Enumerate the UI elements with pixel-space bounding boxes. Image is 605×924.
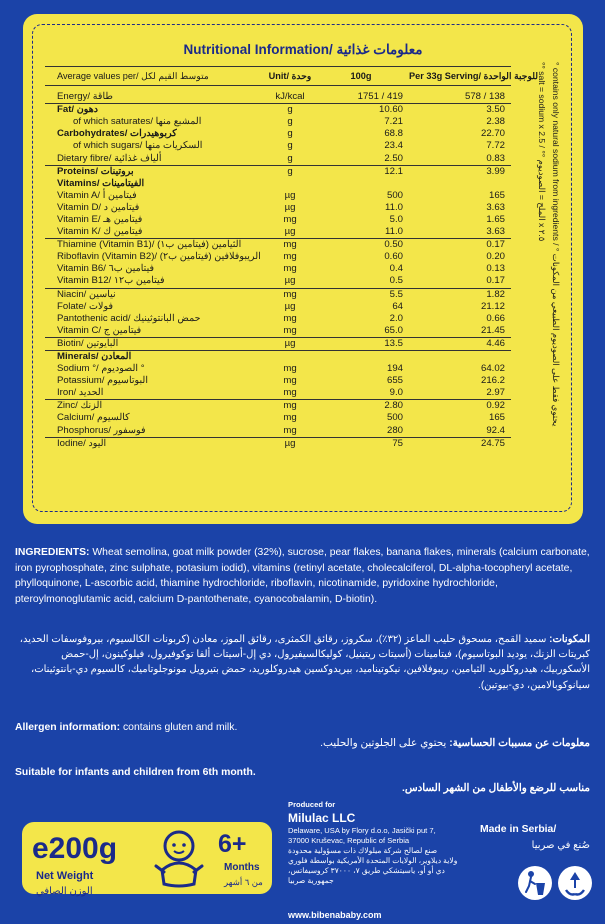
nutrient-per100: 68.8 [384, 128, 403, 140]
allergen-info-ar [15, 737, 590, 749]
nutrient-name: Vitamin E/ فيتامين هـ [57, 213, 143, 225]
nutrient-unit: mg [261, 325, 319, 338]
nutrient-name: Folate/ فولات [57, 300, 114, 312]
nutrient-unit: µg [261, 275, 319, 288]
nutrient-name: Thiamine (Vitamin B1)/ الثيامين (فيتامين ب١) [57, 239, 242, 251]
nutrient-name: Energy/ طاقة [45, 91, 261, 104]
nutrient-name: Carbohydrates/ كربوهيدرات [57, 128, 177, 140]
nutrient-unit: µg [261, 226, 319, 239]
nutrient-per100: 2.0 [389, 312, 403, 324]
nutrition-row [45, 178, 511, 190]
nutrition-row [45, 437, 511, 450]
nutrient-per100: 5.5 [389, 288, 403, 300]
nutrient-per-serving: 0.13 [486, 263, 505, 275]
nutrient-name: Vitamin B6/ فيتامين ب٦ [57, 263, 155, 275]
nutrient-unit: mg [283, 412, 297, 424]
nutrient-per100: 64 [392, 300, 403, 312]
nutrition-row [45, 214, 511, 226]
suitable-text-ar: مناسب للرضع والأطفال من الشهر السادس. [402, 783, 590, 794]
nutrient-per100: 9.0 [319, 387, 409, 400]
nutrient-unit: g [287, 128, 293, 140]
nutrient-per100: 13.5 [319, 337, 409, 350]
allergen-label: Allergen information: [15, 722, 121, 733]
nutrient-name: Iron/ الحديد [45, 387, 261, 400]
website-link[interactable]: www.bibenababy.com [288, 910, 382, 920]
nutrient-per100: 12.1 [384, 165, 403, 177]
nutrition-row [45, 239, 511, 252]
nutrient-unit: mg [261, 425, 319, 438]
nutrient-name: Vitamins/ الفيتامينات [57, 177, 145, 189]
nutrient-name: Potassium/ البوتاسيوم [57, 375, 148, 387]
nutrition-header-row [45, 67, 511, 86]
nutrition-row [45, 301, 511, 313]
nutrition-row [45, 226, 511, 239]
nutrient-per-serving: 0.17 [409, 275, 511, 288]
tidyman-icon [518, 866, 552, 900]
nutrition-title: Nutritional Information/ معلومات غذائية [183, 42, 423, 57]
nutrient-per-serving: 216.2 [480, 375, 505, 387]
nutrient-name: Pantothenic acid/ حمض البانتوثينيك [57, 312, 201, 324]
nutrient-per100: 2.80 [384, 400, 403, 412]
producer-address-1: Delaware, USA by Flory d.o.o, Jasički put 7, [288, 826, 436, 835]
nutrient-per100: 11.0 [385, 201, 403, 213]
nutrient-per100: 0.50 [384, 239, 403, 251]
nutrient-per100: 280 [319, 425, 409, 438]
nutrient-per-serving: 1.65 [486, 213, 505, 225]
nutrient-per-serving: 22.70 [480, 128, 505, 140]
nutrient-name: Vitamin K/ فيتامين ك [45, 226, 261, 239]
nutrient-unit: mg [283, 400, 297, 412]
nutrient-per100: 10.60 [378, 104, 403, 116]
nutrient-unit: mg [283, 288, 297, 300]
nutrition-row [45, 275, 511, 288]
nutrition-table [45, 66, 539, 450]
producer-label: Produced for [288, 800, 336, 809]
nutrient-per-serving: 7.72 [486, 140, 505, 152]
nutrient-name: Calcium/ كالسيوم [57, 412, 130, 424]
made-in-label-ar: صُنع في صربيا [531, 840, 590, 851]
producer-address-ar-3: دي أو أو، ياسيتشكي طريق ٧، ٣٧٠٠٠ كروسيفاتس، [288, 866, 445, 875]
nutrient-per100 [319, 350, 409, 363]
nutrient-per-serving: 0.20 [486, 251, 505, 263]
nutrition-panel [23, 14, 583, 524]
header-label: Average values per/ متوسط القيم لكل [45, 67, 261, 86]
nutrient-name: Riboflavin (Vitamin B2)/ الريبوفلافين (فيتامين ب٢) [57, 251, 261, 263]
nutrient-unit: µg [284, 437, 296, 449]
nutrient-per-serving: 2.38 [486, 116, 505, 128]
nutrient-per-serving: 0.83 [409, 152, 511, 165]
nutrient-unit: g [287, 140, 293, 152]
nutrition-row [45, 375, 511, 387]
nutrient-per-serving: 3.99 [486, 165, 505, 177]
nutrient-unit: g [261, 152, 319, 165]
nutrient-name: Niacin/ نياسين [57, 288, 116, 300]
nutrition-row [45, 263, 511, 275]
nutrient-unit: µg [284, 300, 296, 312]
nutrient-name: Sodium °/ الصوديوم ° [57, 363, 145, 375]
nutrition-row [45, 91, 511, 104]
header-per100: 100g [319, 67, 409, 86]
nutrient-unit [261, 178, 319, 190]
nutrition-row [45, 116, 511, 128]
nutrient-per-serving: 165 [488, 412, 505, 424]
age-label: Months [224, 862, 260, 873]
nutrition-row [45, 104, 511, 117]
nutrition-row [45, 251, 511, 263]
nutrient-name: Vitamin C/ فيتامين ج [45, 325, 261, 338]
nutrient-per-serving: 3.50 [486, 104, 505, 116]
nutrient-name: Vitamin B12/ فيتامين ب١٢ [45, 275, 261, 288]
nutrition-row [45, 350, 511, 363]
nutrient-name: Vitamin D/ فيتامين د [57, 201, 140, 213]
nutrient-name: of which saturates/ المشبع منها [73, 116, 202, 128]
nutrient-per-serving: 92.4 [409, 425, 511, 438]
age-value: 6+ [218, 830, 247, 858]
baby-icon [148, 826, 210, 890]
nutrient-per100: 0.60 [384, 251, 403, 263]
nutrient-name: of which sugars/ السكريات منها [73, 140, 203, 152]
nutrient-unit: µg [284, 189, 296, 201]
nutrition-row [45, 325, 511, 338]
nutrient-name: Vitamin A/ فيتامين أ [57, 189, 137, 201]
nutrient-per100: 23.4 [384, 140, 403, 152]
producer-info [288, 800, 478, 886]
nutrient-unit: µg [284, 201, 296, 213]
ingredients-label: INGREDIENTS: [15, 547, 90, 558]
nutrient-name: Proteins/ بروتينات [57, 165, 134, 177]
nutrition-row [45, 190, 511, 202]
producer-address-ar-2: ولاية ديلاوير، الولايات المتحدة الأمريكية بواسطة فلوري [288, 856, 458, 865]
side-notes [533, 62, 563, 512]
producer-address-ar-4: جمهورية صربيا [288, 876, 334, 885]
nutrient-name: Dietary fibre/ ألياف غذائية [45, 152, 261, 165]
nutrient-per100: 2.50 [319, 152, 409, 165]
nutrient-per-serving: 0.92 [486, 400, 505, 412]
nutrient-per-serving: 24.75 [480, 437, 505, 449]
nutrient-unit: mg [283, 251, 297, 263]
nutrient-per-serving: 21.12 [480, 300, 505, 312]
age-label-ar: من ٦ أشهر [224, 877, 263, 887]
nutrient-per100: 194 [386, 363, 403, 375]
nutrient-name: Minerals/ المعادن [57, 351, 132, 363]
nutrient-unit: g [287, 165, 293, 177]
nutrient-per100: 75 [392, 437, 403, 449]
nutrient-per100: 500 [386, 189, 403, 201]
nutrient-unit: µg [261, 337, 319, 350]
nutrient-per-serving: 64.02 [480, 363, 505, 375]
weight-age-box [22, 822, 272, 897]
ingredients-body: Wheat semolina, goat milk powder (32%), sucrose, pear flakes, banana flakes, minerals (calcium carbonate, iron pyrophosphate, zinc sulphate, potasium iodid), vitamins (retinyl acetate, cholecalciferol, DL-alpha-tocopheryl acetate, phylloquinone, L-ascorbic acid, thiamine hydrochloride, riboflavin, nicotinamide, pyridoxine hydrochloride, pteroylmonoglutamic acid, calcium D-pantothenate, cyanocobalamin, D-biotin). [15, 547, 590, 605]
nutrient-name: Zinc/ الزنك [57, 400, 103, 412]
nutrient-unit: mg [261, 387, 319, 400]
header-per-serving: Per 33g Serving/ للوجبة الواحدة [409, 67, 511, 86]
nutrient-per-serving [409, 178, 511, 190]
nutrient-per100: 0.4 [389, 263, 403, 275]
nutrient-unit: mg [283, 312, 297, 324]
nutrient-per100: 655 [386, 375, 403, 387]
nutrition-row [45, 140, 511, 152]
nutrient-name: Biotin/ البايوتين [45, 337, 261, 350]
nutrient-per100: 500 [386, 412, 403, 424]
nutrient-per-serving: 3.63 [409, 226, 511, 239]
allergen-label-ar: معلومات عن مسببات الحساسية: [449, 738, 590, 749]
net-weight-label-ar: الوزن الصافي [36, 886, 93, 897]
nutrient-name: Phosphorus/ فوسفور [45, 425, 261, 438]
side-note-salt: °° salt = sodium x 2.5 / °° الملح = الصوديوم x ٢.٥ [537, 62, 547, 242]
nutrient-unit: mg [283, 375, 297, 387]
nutrient-per-serving: 0.66 [486, 312, 505, 324]
nutrient-per100: 1751 / 419 [319, 91, 409, 104]
producer-address-ar-1: صنع لصالح شركة ميلولاك ذات مسؤولية محدودة [288, 846, 438, 855]
nutrient-unit: mg [283, 363, 297, 375]
nutrition-row [45, 165, 511, 178]
producer-address-2: 37000 Kruševac, Republic of Serbia [288, 836, 410, 845]
nutrient-per-serving: 21.45 [409, 325, 511, 338]
suitable-text: Suitable for infants and children from 6th month. [15, 767, 256, 778]
nutrient-per-serving: 2.97 [409, 387, 511, 400]
nutrient-per-serving: 578 / 138 [409, 91, 511, 104]
nutrient-name: Fat/ دهون [57, 104, 99, 116]
nutrient-unit: kJ/kcal [261, 91, 319, 104]
header-unit: Unit/ وحدة [261, 67, 319, 86]
producer-name: Milulac LLC [288, 811, 356, 825]
nutrient-unit: mg [283, 239, 297, 251]
nutrition-row [45, 337, 511, 350]
allergen-body: contains gluten and milk. [120, 722, 238, 733]
nutrient-per-serving: 4.46 [409, 337, 511, 350]
nutrition-row [45, 387, 511, 400]
nutrient-name: Iodine/ اليود [57, 437, 107, 449]
recycle-icon [558, 866, 592, 900]
nutrient-per-serving: 0.17 [486, 239, 505, 251]
nutrient-unit: g [287, 116, 293, 128]
side-note-sodium: ° contains only natural sodium from ingredients / ° يحتوي فقط على الصوديوم الطبيعي من المكونات [551, 62, 561, 427]
nutrient-per100 [319, 178, 409, 190]
nutrition-row [45, 313, 511, 325]
bottom-section [0, 800, 605, 924]
ingredients-body-ar: سميد القمح، مسحوق حليب الماعز (٣٢٪)، سكروز، رقائق الكمثرى، رقائق الموز، معادن (كربونات الكالسيوم، بيروفوسفات الحديد، كبريتات الزنك، يوديد البوتاسيوم)، فيتامينات (أسيتات ريتينيل، كوليكالسيفيرول، دي إل-أسيتات ألفا توكوفيرول، فيلوكينون، إل-حمض الأسكوربيك، هيدروكلوريد الثيامين، ريبوفلافين، نيكوتيناميد، بيريدوكسين هيدروكلوريد، حمض بتيرويل مونوجلوتاميك، كالسيوم دي-بانتوثينات، سيانوكوبالامين، دي-بيوتين). [19, 634, 590, 691]
made-in-label: Made in Serbia/ [480, 824, 557, 835]
nutrient-unit: mg [283, 213, 297, 225]
ingredients-text-ar [15, 632, 590, 693]
nutrition-row [45, 202, 511, 214]
net-weight-label: Net Weight [36, 870, 94, 882]
nutrition-row [45, 425, 511, 438]
nutrient-per-serving: 165 [488, 189, 505, 201]
nutrient-per100: 5.0 [389, 213, 403, 225]
nutrition-row [45, 400, 511, 413]
nutrient-per100: 65.0 [319, 325, 409, 338]
nutrient-unit [261, 350, 319, 363]
nutrient-unit: mg [283, 263, 297, 275]
nutrition-row [45, 288, 511, 301]
nutrient-unit: g [287, 104, 293, 116]
net-weight-value: e200g [32, 832, 118, 865]
nutrient-per-serving [409, 350, 511, 363]
ingredients-label-ar: المكونات: [549, 634, 590, 645]
nutrient-per-serving: 1.82 [486, 288, 505, 300]
nutrient-per-serving: 3.63 [486, 201, 505, 213]
nutrition-row [45, 363, 511, 375]
nutrient-per100: 7.21 [384, 116, 403, 128]
nutrition-row [45, 412, 511, 424]
nutrient-per100: 11.0 [319, 226, 409, 239]
nutrition-row [45, 128, 511, 140]
nutrient-per100: 0.5 [319, 275, 409, 288]
allergen-body-ar: يحتوي على الجلوتين والحليب. [320, 738, 450, 749]
nutrition-row [45, 152, 511, 165]
ingredients-text [15, 545, 590, 607]
allergen-info [15, 722, 590, 733]
